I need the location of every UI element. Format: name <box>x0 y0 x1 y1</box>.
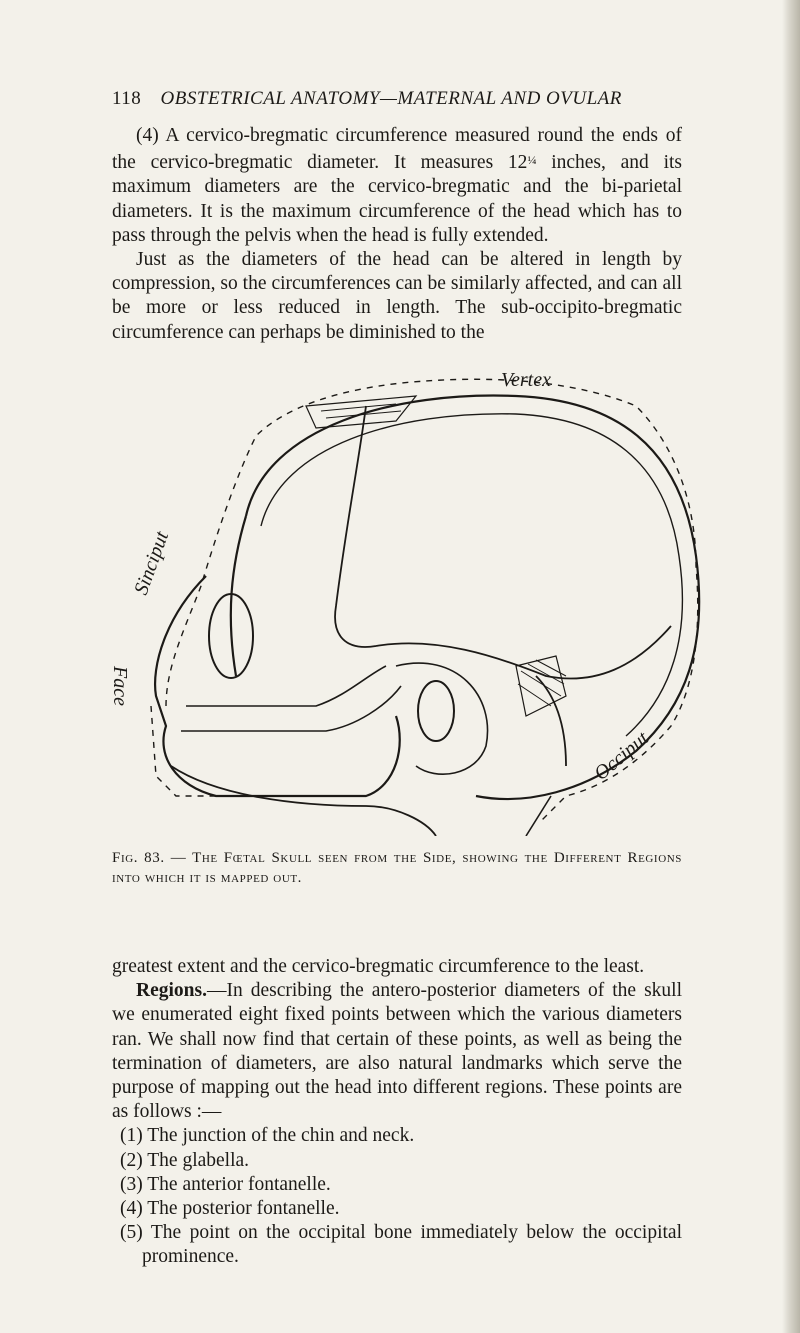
paragraph-cervico-bregmatic: (4) A cervico-bregmatic circumference measured round the ends of the cervico-bregmatic diameter. It measures $12^{\frac{1}{4}}$ inches, and its maximum diameters are the cervico-bregmatic and the bi-parietal diameters. It is the maximum circumference of the head which has to pass through the pelvis when the head is fully extended. <box>112 125 682 246</box>
paragraph-continuation: greatest extent and the cervico-bregmatic circumference to the least. <box>112 956 645 977</box>
running-header <box>112 88 672 110</box>
foetal-skull-figure <box>96 366 736 836</box>
page-edge-shadow <box>782 0 800 1333</box>
paragraph-compression: Just as the diameters of the head can be altered in length by compression, so the circumferences can be similarly affected, and can all be more or less reduced in length. The sub-occipito-bregmatic circumference can perhaps be diminished to the <box>112 249 682 343</box>
fraction: ¼ <box>527 153 537 168</box>
ear-opening <box>418 681 454 741</box>
list-item: (1) The junction of the chin and neck. <box>120 1125 415 1147</box>
figure-caption-text: — The Fœtal Skull seen from the Side, showing the Different Regions into which it is mapped out. <box>112 850 682 886</box>
page-number: 118 <box>112 88 142 109</box>
figure-label: Fig. 83. <box>112 850 165 866</box>
list-item: (3) The anterior fontanelle. <box>120 1173 331 1195</box>
running-title: OBSTETRICAL ANATOMY—MATERNAL AND OVULAR <box>160 88 622 109</box>
label-occiput: Occiput <box>590 727 653 785</box>
text-block-top <box>112 124 682 345</box>
list-item: (2) The glabella. <box>120 1149 250 1171</box>
list-item: (5) The point on the occipital bone immediately below the occipital prominence. <box>120 1222 682 1268</box>
label-vertex: Vertex <box>501 369 551 391</box>
paragraph-regions: Regions.—In describing the antero-posterior diameters of the skull we enumerated eight fixed points between which the various diameters ran. We shall now find that certain of these points, as well as being the termination of diameters, are also natural landmarks which serve the purpose of mapping out the head into different regions. These points are as follows :— <box>112 980 682 1123</box>
landmark-list <box>112 1124 682 1269</box>
list-item: (4) The posterior fontanelle. <box>120 1198 340 1220</box>
figure-caption <box>112 848 682 888</box>
coronal-suture <box>335 406 376 647</box>
label-sinciput: Sinciput <box>130 528 174 598</box>
label-face: Face <box>109 666 131 706</box>
text-block-bottom <box>112 955 682 1270</box>
regions-heading: Regions. <box>136 980 207 1002</box>
